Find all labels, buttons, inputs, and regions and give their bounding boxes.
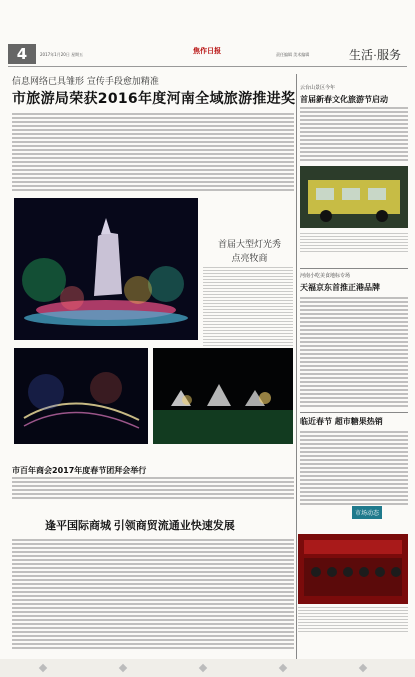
footer-diamond — [39, 664, 47, 672]
right-divider-1 — [300, 268, 408, 269]
lantern-photo-bridge — [14, 348, 148, 444]
right-top-caption — [300, 232, 408, 254]
right-top-title: 首届新春文化旅游节启动 — [300, 95, 388, 104]
lantern-title-line-2: 点亮牧商 — [231, 254, 268, 264]
right-top-kicker: 云台山景区今年 — [300, 85, 336, 91]
lantern-photo-deer — [153, 348, 293, 444]
right-low-title: 临近春节 超市糖果热销 — [300, 417, 383, 426]
lead-headline: 市旅游局荣获2016年度河南全域旅游推进奖 — [12, 91, 296, 107]
right-top-body-text — [300, 106, 408, 162]
lantern-scene-svg — [14, 198, 198, 340]
footer-diamond — [119, 664, 127, 672]
page-header — [8, 44, 407, 67]
editor-line: 责任编辑 美术编辑 — [276, 52, 310, 57]
lantern-caption-text — [203, 266, 293, 346]
footer-pattern — [0, 659, 415, 677]
mid-left-title: 市百年商会2017年度春节团拜会举行 — [12, 466, 147, 475]
right-mid-kicker: 河南小吃美食地标专场 — [300, 273, 351, 279]
bottom-headline: 逢平国际商城 引领商贸流通业快速发展 — [45, 520, 235, 532]
deer-lights-svg — [153, 348, 293, 444]
bridge-lights-svg — [14, 348, 148, 444]
footer-diamond — [359, 664, 367, 672]
right-divider-2 — [300, 412, 408, 413]
lantern-title-line-1: 首届大型灯光秀 — [218, 240, 282, 250]
masthead: 焦作日报 — [193, 47, 221, 55]
right-bottom-caption — [298, 606, 408, 634]
right-low-body-text — [300, 430, 408, 506]
bus-scene-svg — [300, 166, 408, 228]
right-mid-title: 天福京东首推正港品牌 — [300, 283, 380, 292]
group-photo-svg — [298, 534, 408, 604]
market-dynamics-tag: 市场动态 — [352, 506, 382, 519]
bottom-body-text — [12, 538, 294, 650]
right-top-photo — [300, 166, 408, 228]
section-title: 生活·服务 — [349, 48, 401, 62]
page-number: 4 — [8, 44, 36, 64]
lantern-photo-large — [14, 198, 198, 340]
right-bottom-photo — [298, 534, 408, 604]
lantern-title — [218, 238, 281, 266]
lead-body-text — [12, 112, 294, 192]
footer-diamond — [199, 664, 207, 672]
column-rule — [296, 74, 297, 659]
footer-diamond — [279, 664, 287, 672]
mid-left-body-text — [12, 476, 294, 500]
date-line: 2017年1月20日 星期五 — [40, 52, 84, 57]
lead-kicker: 信息网络已具雏形 宣传手段愈加精准 — [12, 77, 159, 87]
right-mid-body-text — [300, 296, 408, 408]
